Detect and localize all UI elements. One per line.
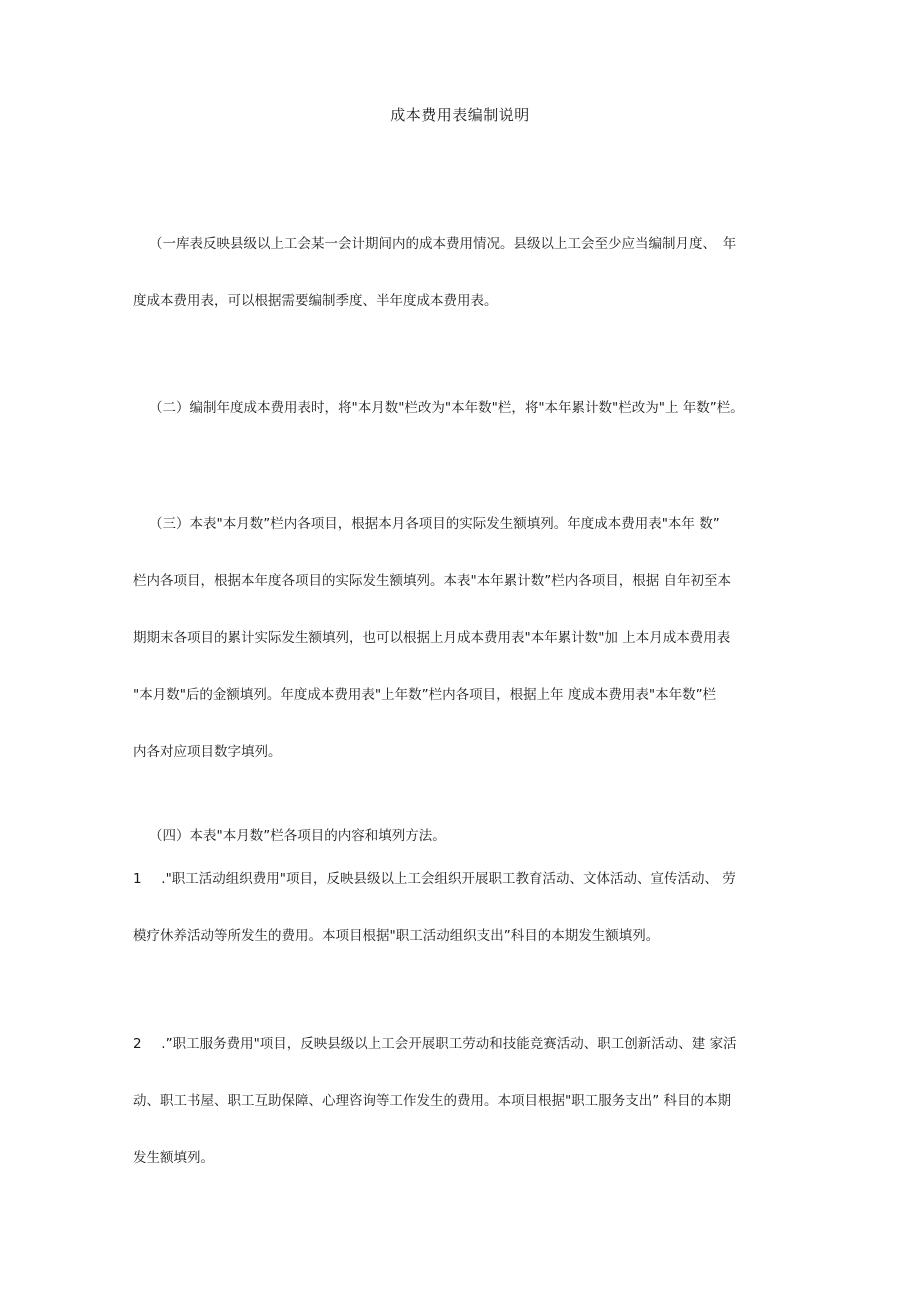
- paragraph-1: [133, 216, 785, 330]
- paragraph-line: 期期末各项目的累计实际发生额填列，也可以根据上月成本费用表"本年累计数"加 上本月成本费用表: [133, 630, 731, 646]
- list-number: 1: [133, 871, 142, 887]
- paragraph-line: "本月数"后的金额填列。年度成本费用表"上年数”栏内各项目，根据上年 度成本费用表"本年数”栏: [133, 687, 717, 703]
- paragraph-2: [133, 380, 785, 437]
- list-number: 2: [133, 1036, 142, 1052]
- paragraph-line: 内各对应项目数字填列。: [133, 744, 282, 760]
- list-text: ."职工活动组织费用"项目，反映县级以上工会组织开展职工教育活动、文体活动、宣传活动、 劳: [157, 871, 736, 887]
- paragraph-line: （二）编制年度成本费用表时，将"本月数"栏改为"本年数"栏，将"本年累计数"栏改为"上 年数”栏。: [149, 400, 744, 416]
- paragraph-3: [133, 496, 785, 781]
- list-item-line: 模疗休养活动等所发生的费用。本项目根据"职工活动组织支出”科目的本期发生额填列。: [133, 928, 660, 944]
- list-text: .”职工服务费用"项目，反映县级以上工会开展职工劳动和技能竞赛活动、职工创新活动、建 家活: [157, 1036, 737, 1052]
- page-title: 成本费用表编制说明: [390, 106, 530, 124]
- list-item-line: 动、职工书屋、职工互助保障、心理咨询等工作发生的费用。本项目根据"职工服务支出” 科目的本期: [133, 1093, 731, 1109]
- paragraph-line: （三）本表"本月数”栏内各项目，根据本月各项目的实际发生额填列。年度成本费用表"本年 数”: [149, 516, 720, 532]
- list-item-2: [133, 1016, 785, 1187]
- list-item-1: [133, 851, 785, 965]
- paragraph-line: 栏内各项目，根据本年度各项目的实际发生额填列。本表"本年累计数”栏内各项目，根据 自年初至本: [133, 573, 731, 589]
- list-item-line: [133, 1016, 785, 1073]
- list-item-line: [133, 851, 785, 908]
- paragraph-line: （一库表反映县级以上工会某一会计期间内的成本费用情况。县级以上工会至少应当编制月度、 年: [149, 236, 737, 252]
- paragraph-line: 度成本费用表，可以根据需要编制季度、半年度成本费用表。: [133, 293, 498, 309]
- list-item-line: 发生额填列。: [133, 1150, 214, 1166]
- paragraph-line: （四）本表"本月数”栏各项目的内容和填列方法。: [149, 828, 446, 844]
